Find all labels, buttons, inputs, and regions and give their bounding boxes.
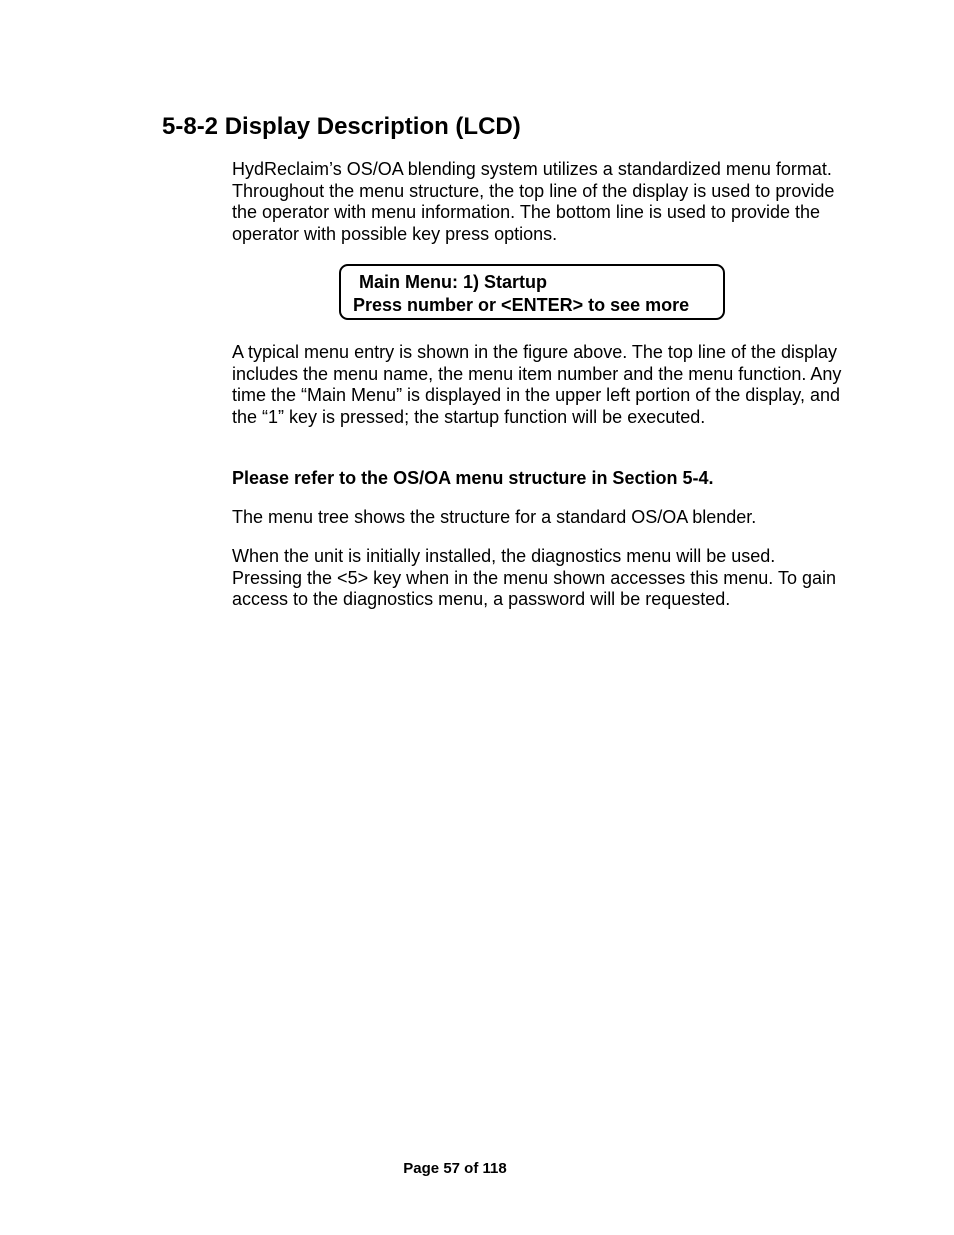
lcd-display-figure <box>339 264 725 320</box>
refer-paragraph: Please refer to the OS/OA menu structure in Section 5-4. <box>232 468 714 488</box>
lcd-bottom-line: Press number or <ENTER> to see more <box>353 295 690 315</box>
intro-paragraph: HydReclaim’s OS/OA blending system utilizes a standardized menu format. Throughout the menu structure, the top line of the display is used to provide the operator with menu information. The bottom line is used to provide the operator with possible key press options. <box>232 159 835 244</box>
page-number-footer: Page 57 of 118 <box>403 1160 507 1177</box>
diagnostics-paragraph: When the unit is initially installed, the diagnostics menu will be used. Pressing the <5> key when in the menu shown accesses this menu. To gain access to the diagnostics menu, a password will be requested. <box>232 546 837 610</box>
menu-tree-paragraph: The menu tree shows the structure for a standard OS/OA blender. <box>232 507 757 527</box>
typical-entry-paragraph: A typical menu entry is shown in the figure above. The top line of the display includes the menu name, the menu item number and the menu function. Any time the “Main Menu” is displayed in the upper left portion of the display, and the “1” key is pressed; the startup function will be executed. <box>232 342 842 427</box>
lcd-top-line: Main Menu: 1) Startup <box>359 272 547 292</box>
section-heading: 5-8-2 Display Description (LCD) <box>162 113 521 140</box>
